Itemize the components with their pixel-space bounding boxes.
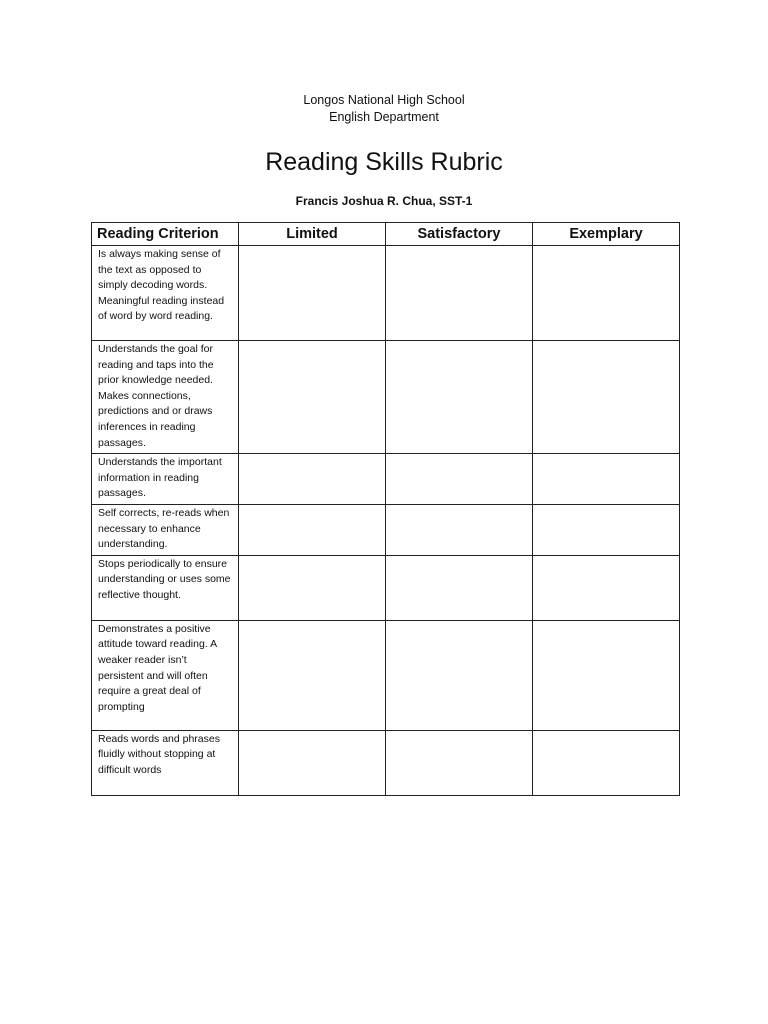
criterion-cell: Reads words and phrases fluidly without stopping at difficult words <box>92 730 239 795</box>
rubric-header-row <box>92 223 680 246</box>
rubric-row <box>92 555 680 620</box>
rubric-row <box>92 620 680 730</box>
criterion-cell: Understands the goal for reading and taps into the prior knowledge needed. Makes connections, predictions and or draws inferences in reading passages. <box>92 341 239 454</box>
exemplary-cell[interactable] <box>533 555 680 620</box>
author-line: Francis Joshua R. Chua, SST-1 <box>295 194 473 208</box>
exemplary-cell[interactable] <box>533 620 680 730</box>
document-header <box>0 92 768 126</box>
rubric-row <box>92 341 680 454</box>
rubric-row <box>92 730 680 795</box>
exemplary-cell[interactable] <box>533 341 680 454</box>
satisfactory-cell[interactable] <box>386 341 533 454</box>
limited-cell[interactable] <box>239 620 386 730</box>
exemplary-cell[interactable] <box>533 730 680 795</box>
rubric-row <box>92 246 680 341</box>
limited-cell[interactable] <box>239 730 386 795</box>
column-header-satisfactory: Satisfactory <box>386 223 533 246</box>
satisfactory-cell[interactable] <box>386 730 533 795</box>
criterion-cell: Demonstrates a positive attitude toward reading. A weaker reader isn’t persistent and will often require a great deal of prompting <box>92 620 239 730</box>
exemplary-cell[interactable] <box>533 246 680 341</box>
satisfactory-cell[interactable] <box>386 246 533 341</box>
rubric-table <box>91 222 680 796</box>
department-name: English Department <box>329 110 439 124</box>
criterion-cell: Understands the important information in reading passages. <box>92 454 239 505</box>
limited-cell[interactable] <box>239 555 386 620</box>
column-header-limited: Limited <box>239 223 386 246</box>
limited-cell[interactable] <box>239 246 386 341</box>
column-header-exemplary: Exemplary <box>533 223 680 246</box>
rubric-row <box>92 454 680 505</box>
satisfactory-cell[interactable] <box>386 454 533 505</box>
limited-cell[interactable] <box>239 454 386 505</box>
criterion-cell: Stops periodically to ensure understanding or uses some reflective thought. <box>92 555 239 620</box>
school-name: Longos National High School <box>303 93 465 107</box>
limited-cell[interactable] <box>239 341 386 454</box>
exemplary-cell[interactable] <box>533 454 680 505</box>
satisfactory-cell[interactable] <box>386 620 533 730</box>
column-header-criterion: Reading Criterion <box>92 223 239 246</box>
satisfactory-cell[interactable] <box>386 504 533 555</box>
criterion-cell: Is always making sense of the text as opposed to simply decoding words. Meaningful reading instead of word by word reading. <box>92 246 239 341</box>
exemplary-cell[interactable] <box>533 504 680 555</box>
rubric-row <box>92 504 680 555</box>
limited-cell[interactable] <box>239 504 386 555</box>
satisfactory-cell[interactable] <box>386 555 533 620</box>
criterion-cell: Self corrects, re-reads when necessary to enhance understanding. <box>92 504 239 555</box>
document-title: Reading Skills Rubric <box>265 148 503 176</box>
